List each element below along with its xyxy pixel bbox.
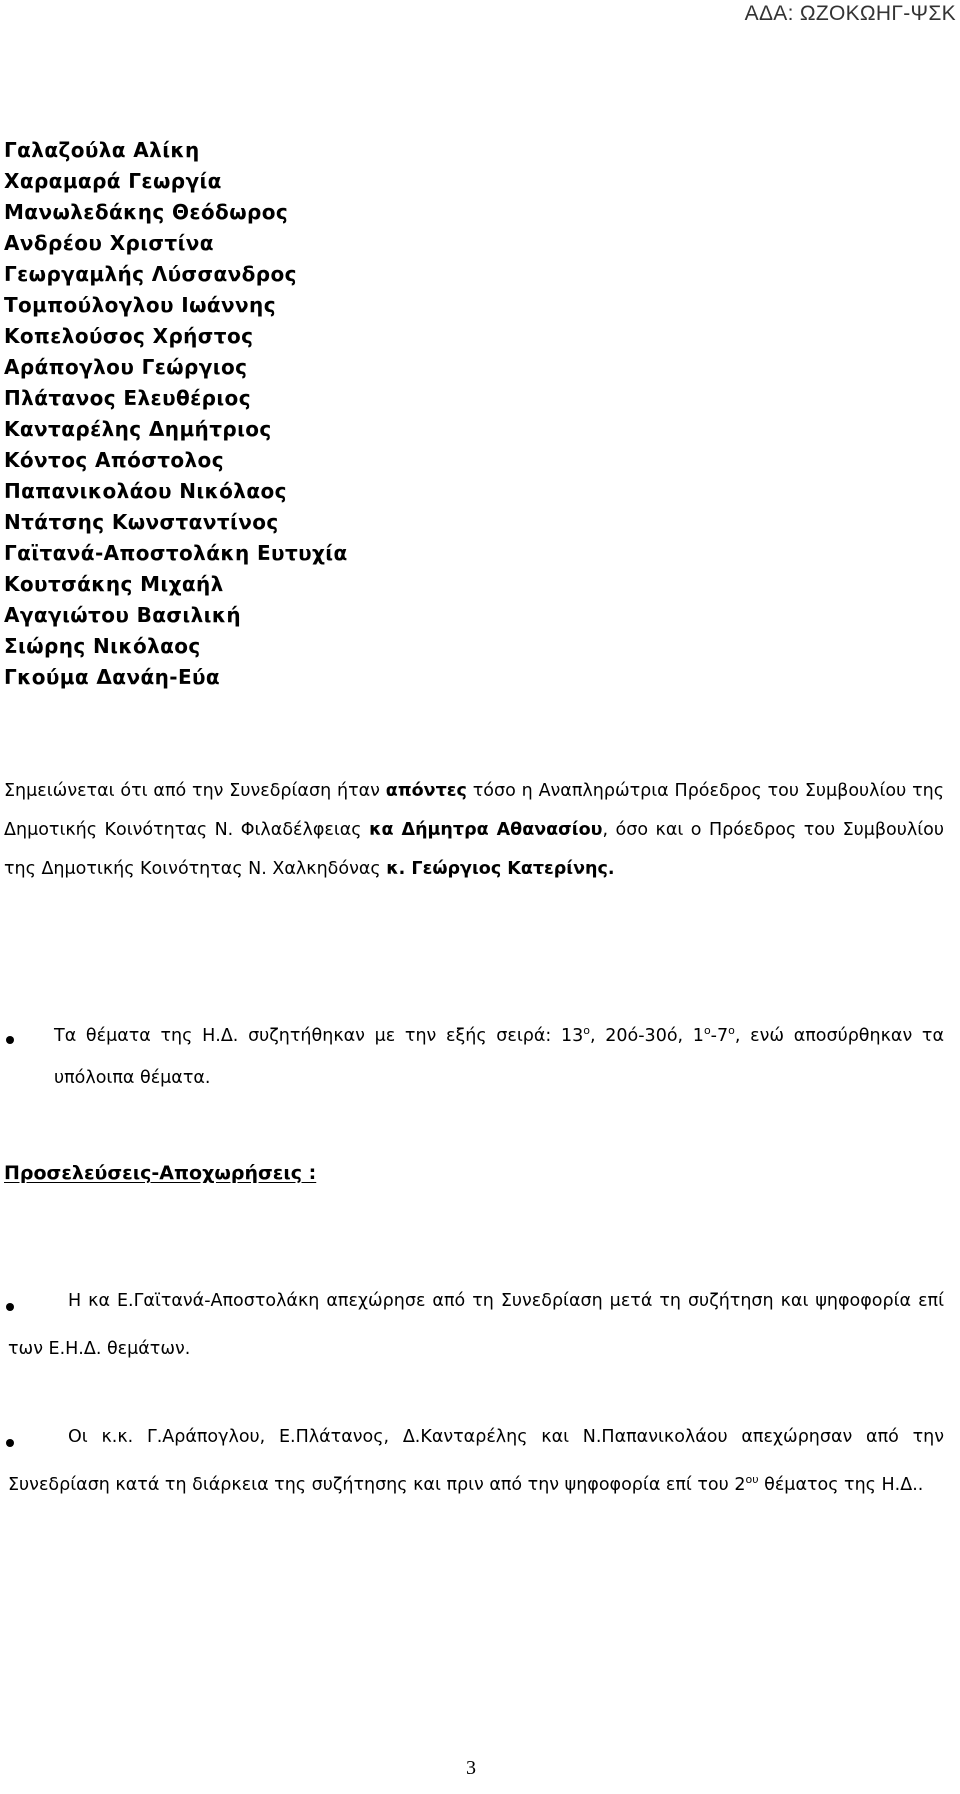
ada-code: ΑΔΑ: ΩΖΟΚΩΗΓ-ΨΣΚ (744, 2, 956, 25)
attendee-name: Παπανικολάου Νικόλαος (4, 479, 287, 503)
departure-bullet (4, 1413, 944, 1509)
attendee-name: Γαϊτανά-Αποστολάκη Ευτυχία (4, 541, 348, 565)
attendee-name: Μανωλεδάκης Θεόδωρος (4, 200, 289, 224)
absent-person-name: κ. Γεώργιος Κατερίνης. (386, 859, 615, 879)
bullet-icon (6, 1036, 14, 1044)
topics-order-text (54, 1015, 944, 1099)
topics-text: , ενώ αποσύρθηκαν τα υπόλοιπα θέματα. (54, 1026, 944, 1088)
departure-bullet (4, 1277, 944, 1373)
attendee-name: Πλάτανος Ελευθέριος (4, 386, 251, 410)
attendee-name: Χαραμαρά Γεωργία (4, 169, 222, 193)
absent-person-name: κα Δήμητρα Αθανασίου (369, 820, 603, 840)
attendee-name: Κουτσάκης Μιχαήλ (4, 572, 224, 596)
section-heading: Προσελεύσεις-Αποχωρήσεις : (4, 1162, 317, 1184)
bullet-icon (6, 1303, 14, 1311)
notice-text: Σημειώνεται ότι από την Συνεδρίαση ήταν (4, 781, 386, 801)
departure-text (8, 1413, 944, 1509)
attendee-name: Σιώρης Νικόλαος (4, 634, 201, 658)
absence-notice (4, 772, 944, 889)
attendee-name: Αγαγιώτου Βασιλική (4, 603, 242, 627)
notice-text: τόσο η Αναπληρώτρια Πρόεδρος του Συμβουλίου της Δημοτικής Κοινότητας Ν. Φιλαδέλφειας (4, 781, 945, 840)
topics-bullet (4, 1015, 944, 1099)
attendee-name: Γεωργαμλής Λύσσανδρος (4, 262, 297, 286)
attendee-name: Ντάτσης Κωνσταντίνος (4, 510, 279, 534)
attendee-name: Κανταρέλης Δημήτριος (4, 417, 272, 441)
absent-label: απόντες (385, 781, 467, 801)
ordinal-sup: ο (583, 1024, 591, 1038)
attendee-name: Γκούμα Δανάη-Εύα (4, 665, 221, 689)
attendee-name: Αράπογλου Γεώργιος (4, 355, 248, 379)
attendee-name: Τομπούλογλου Ιωάννης (4, 293, 276, 317)
topics-text: -7 (710, 1026, 729, 1046)
notice-text: , όσο και ο Πρόεδρος του Συμβουλίου της Δημοτικής Κοινότητας Ν. Χαλκηδόνας (4, 820, 944, 879)
departure-text-part: θέματος της Η.Δ.. (758, 1475, 924, 1495)
attendee-list (4, 135, 348, 693)
ordinal-sup: ο (703, 1024, 711, 1038)
departure-text-part: Οι κ.κ. Γ.Αράπογλου, Ε.Πλάτανος, Δ.Κανταρέλης και Ν.Παπανικολάου απεχώρησαν από την Συνεδρίαση κατά τη διάρκεια της συζήτησης και πριν από την ψηφοφορία επί του 2 (8, 1427, 944, 1495)
topics-text: , 20ό-30ό, 1 (590, 1026, 704, 1046)
departure-text: Η κα Ε.Γαϊτανά-Αποστολάκη απεχώρησε από τη Συνεδρίαση μετά τη συζήτηση και ψηφοφορία επί των Ε.Η.Δ. θεμάτων. (8, 1291, 944, 1359)
ordinal-sup: ο (728, 1024, 735, 1038)
attendee-name: Ανδρέου Χριστίνα (4, 231, 214, 255)
page-number: 3 (466, 1757, 476, 1779)
topics-text: Τα θέματα της Η.Δ. συζητήθηκαν με την εξής σειρά: 13 (54, 1026, 584, 1046)
attendee-name: Κοπελούσος Χρήστος (4, 324, 254, 348)
attendee-name: Γαλαζούλα Αλίκη (4, 138, 200, 162)
ordinal-sup: ου (745, 1473, 759, 1487)
attendee-name: Κόντος Απόστολος (4, 448, 224, 472)
bullet-icon (6, 1439, 14, 1447)
